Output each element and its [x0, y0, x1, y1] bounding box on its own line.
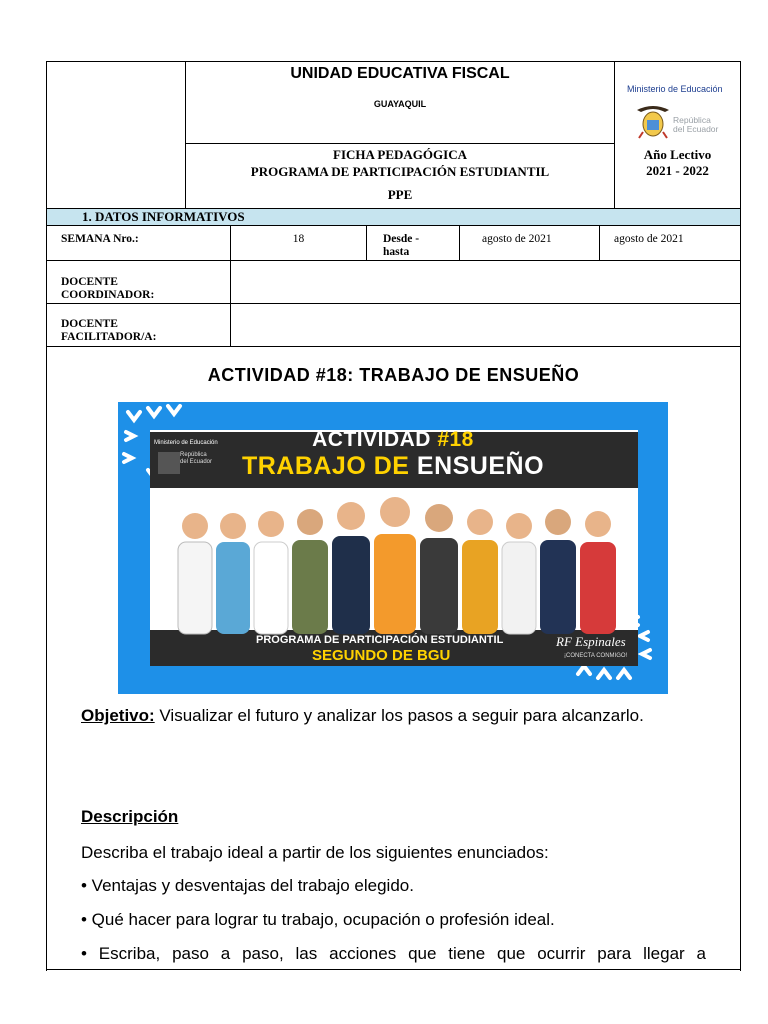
- desde-value: agosto de 2021: [482, 233, 552, 245]
- banner-program: PROGRAMA DE PARTICIPACIÓN ESTUDIANTIL: [256, 634, 504, 646]
- bullet-item: • Escriba, paso a paso, las acciones que tiene que ocurrir para llegar a: [81, 944, 706, 963]
- banner-ministry: Ministerio de Educación: [154, 440, 218, 446]
- ficha-title: FICHA PEDAGÓGICA: [333, 147, 467, 162]
- docente-coordinador-field[interactable]: [232, 262, 739, 302]
- desde-hasta-label: Desde - hasta: [383, 233, 420, 258]
- objective-text: Visualizar el futuro y analizar los pasos a seguir para alcanzarlo.: [154, 706, 644, 725]
- bullet-item: • Ventajas y desventajas del trabajo elegido.: [81, 876, 414, 895]
- banner-signature: RF Espinales: [556, 634, 626, 649]
- description-intro: Describa el trabajo ideal a partir de los siguientes enunciados:: [81, 843, 549, 862]
- ficha-program: PROGRAMA DE PARTICIPACIÓN ESTUDIANTIL: [250, 164, 550, 179]
- semana-value: 18: [292, 233, 305, 245]
- anio-lectivo-value: 2021 - 2022: [646, 163, 709, 178]
- bullet-item: • Qué hacer para lograr tu trabajo, ocupación o profesión ideal.: [81, 910, 555, 929]
- semana-label: SEMANA Nro.:: [61, 233, 139, 245]
- banner-grade: SEGUNDO DE BGU: [312, 647, 451, 664]
- school-city: GUAYAQUIL: [373, 99, 427, 109]
- anio-lectivo-label: Año Lectivo: [643, 147, 712, 162]
- banner-title-line2: TRABAJO DE ENSUEÑO: [241, 452, 545, 480]
- banner-signature-sub: ¡CONECTA CONMIGO!: [564, 653, 628, 659]
- docente-facilitador-label: DOCENTE FACILITADOR/A:: [61, 318, 157, 343]
- activity-title: ACTIVIDAD #18: TRABAJO DE ENSUEÑO: [207, 365, 580, 385]
- banner-republica: República del Ecuador: [180, 452, 213, 465]
- docente-coordinador-label: DOCENTE COORDINADOR:: [61, 276, 155, 301]
- school-name: UNIDAD EDUCATIVA FISCAL: [290, 65, 510, 82]
- section-title: 1. DATOS INFORMATIVOS: [82, 209, 245, 224]
- description-label: Descripción: [81, 807, 179, 826]
- ecuador-coat-of-arms-icon: [635, 102, 671, 140]
- activity-banner-image: [118, 402, 668, 694]
- ficha-ppe: PPE: [387, 187, 413, 202]
- republica-label: República del Ecuador: [673, 115, 719, 134]
- banner-title-line1: ACTIVIDAD #18: [312, 428, 474, 451]
- hasta-value: agosto de 2021: [614, 233, 684, 245]
- ministry-name: Ministerio de Educación: [627, 84, 723, 94]
- objective-label: Objetivo:: [81, 706, 155, 725]
- docente-facilitador-field[interactable]: [232, 305, 739, 345]
- objective-paragraph: [81, 699, 706, 732]
